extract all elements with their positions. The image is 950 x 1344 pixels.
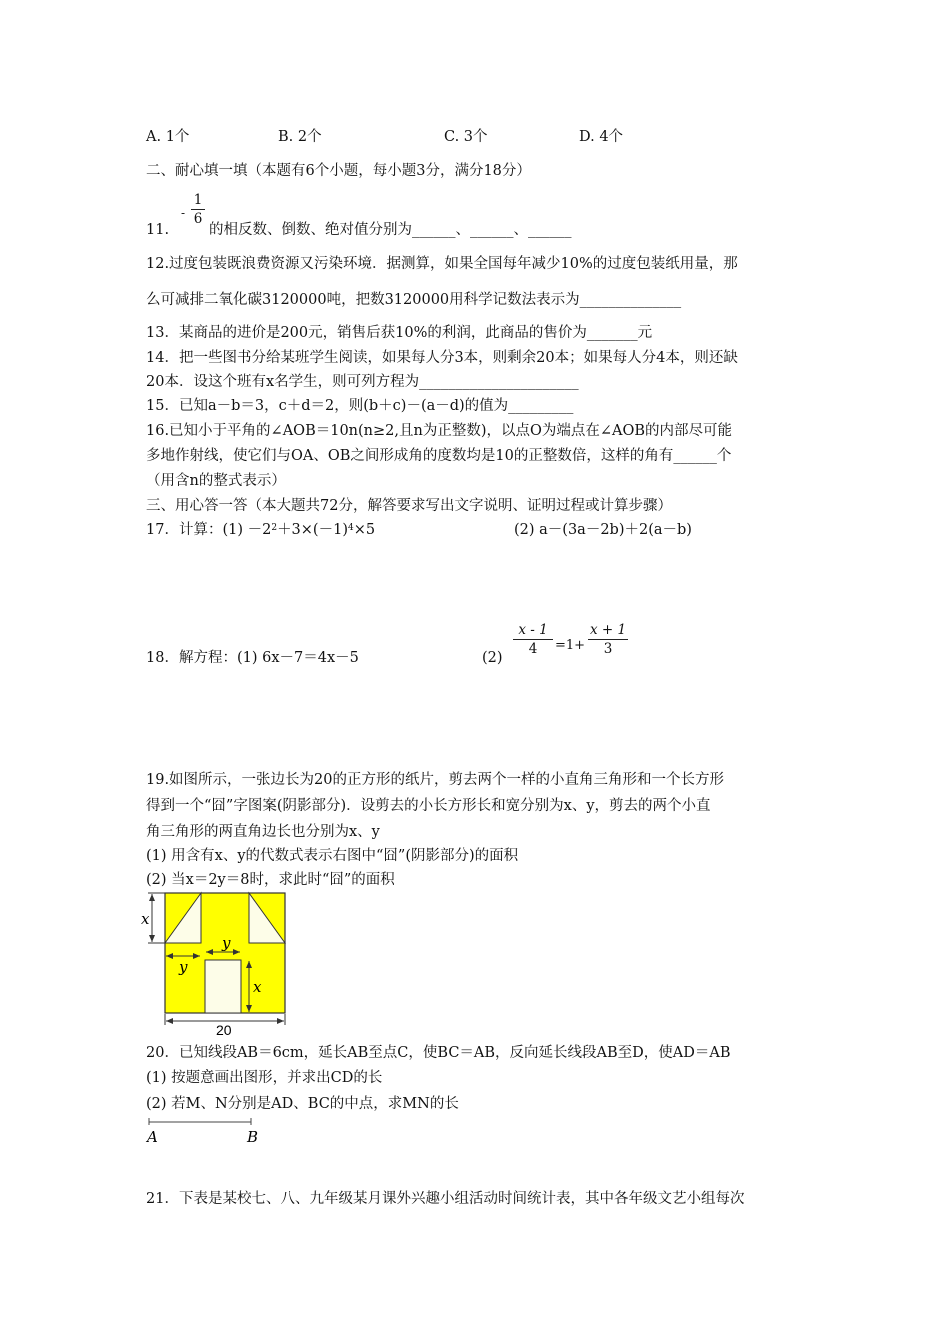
q19-line2: 得到一个“囧”字图案(阴影部分)．设剪去的小长方形长和宽分别为x、y，剪去的两个小直 (146, 798, 711, 814)
q17-part1-pre: 17．计算：(1) －2 (146, 522, 272, 538)
q18-rhs-num: x + 1 (589, 622, 627, 638)
q16-line3: （用含n的整式表示） (146, 473, 286, 489)
q18-rhs-den: 3 (603, 641, 613, 657)
q11-minus: - (181, 206, 186, 220)
q11-frac-num: 1 (193, 192, 203, 208)
dim-side-arrow-left (166, 1018, 173, 1024)
q13-text: 13．某商品的进价是200元，销售后获10%的利润，此商品的售价为_______元 (146, 325, 653, 341)
q12-line1: 12.过度包装既浪费资源又污染环境．据测算，如果全国每年减少10%的过度包装纸用量，那 (146, 256, 738, 272)
choice-b: B. 2个 (278, 129, 322, 145)
dim-x-left-arrow-up (149, 894, 155, 901)
label-x-right: x (253, 978, 262, 996)
q14-line1: 14．把一些图书分给某班学生阅读，如果每人分3本，则剩余20本；如果每人分4本，则还缺 (146, 350, 738, 366)
label-side: 20 (216, 1022, 232, 1038)
label-x-left: x (141, 910, 150, 928)
choice-d: D. 4个 (579, 129, 624, 145)
q20-sub2: (2) 若M、N分别是AD、BC的中点，求MN的长 (146, 1096, 459, 1112)
dim-x-left-arrow-down (149, 935, 155, 942)
q11-frac-den: 6 (193, 211, 203, 227)
q19-sub1: (1) 用含有x、y的代数式表示右图中“囧”(阴影部分)的面积 (146, 848, 519, 864)
section2-header: 二、耐心填一填（本题有6个小题，每小题3分，满分18分） (146, 163, 531, 179)
dim-side-arrow-right (277, 1018, 284, 1024)
section3-header: 三、用心答一答（本大题共72分，解答要求写出文字说明、证明过程或计算步骤） (146, 498, 672, 514)
q18-lhs-den: 4 (528, 641, 538, 657)
q16-line2: 多地作射线，使它们与OA、OB之间形成角的度数均是10的正整数倍，这样的角有______个 (146, 448, 732, 464)
cut-rectangle (205, 960, 241, 1013)
q18-rhs-fraction (588, 622, 628, 657)
q15-text: 15．已知a－b＝3，c＋d＝2，则(b＋c)－(a－d)的值为_________ (146, 398, 574, 414)
q17-exp2: 4 (347, 523, 354, 533)
q11-number: 11. (146, 222, 170, 238)
segment-ab-figure (143, 1115, 273, 1151)
q19-line3: 角三角形的两直角边长也分别为x、y (146, 824, 380, 840)
q19-line1: 19.如图所示，一张边长为20的正方形的纸片，剪去两个一样的小直角三角形和一个长方形 (146, 772, 725, 788)
q14-line2: 20本．设这个班有x名学生，则可列方程为______________________ (146, 374, 579, 390)
q17-part1 (146, 520, 375, 540)
q18-rhs-bar (588, 639, 628, 640)
q17-exp1: 2 (271, 523, 278, 533)
choice-c: C. 3个 (444, 129, 488, 145)
q18-part1: 18．解方程：(1) 6x－7＝4x－5 (146, 650, 359, 666)
q18-lhs-fraction (513, 622, 553, 657)
jiong-figure (138, 888, 298, 1038)
q11-text: 的相反数、倒数、绝对值分别为______、______、______ (209, 222, 572, 238)
q18-part2-label: (2) (482, 650, 503, 666)
q11-frac-bar (191, 209, 205, 210)
q21-line1: 21．下表是某校七、八、九年级某月课外兴趣小组活动时间统计表，其中各年级文艺小组每次 (146, 1191, 745, 1207)
q11-fraction (191, 192, 205, 227)
label-y-bottom: y (179, 958, 188, 976)
q18-equals: =1+ (555, 638, 586, 653)
q16-line1: 16.已知小于平角的∠AOB＝10n(n≥2,且n为正整数)，以点O为端点在∠AOB的内部尽可能 (146, 423, 733, 439)
choice-a: A. 1个 (146, 129, 190, 145)
label-a: A (147, 1128, 158, 1146)
q17-part1-mid: ＋3×(－1) (277, 522, 348, 538)
q19-sub2: (2) 当x＝2y＝8时，求此时“囧”的面积 (146, 872, 395, 888)
q20-sub1: (1) 按题意画出图形，并求出CD的长 (146, 1070, 383, 1086)
q18-lhs-bar (513, 639, 553, 640)
label-b: B (247, 1128, 259, 1146)
label-y-top: y (222, 934, 231, 952)
q18-lhs-num: x - 1 (518, 622, 548, 638)
q20-line1: 20．已知线段AB＝6cm，延长AB至点C，使BC＝AB，反向延长线段AB至D，使AD＝AB (146, 1045, 731, 1061)
q12-line2: 么可减排二氧化碳3120000吨，把数3120000用科学记数法表示为______________ (146, 292, 682, 308)
q17-part2: (2) a－(3a－2b)＋2(a－b) (514, 522, 692, 538)
q17-part1-post: ×5 (353, 522, 376, 538)
